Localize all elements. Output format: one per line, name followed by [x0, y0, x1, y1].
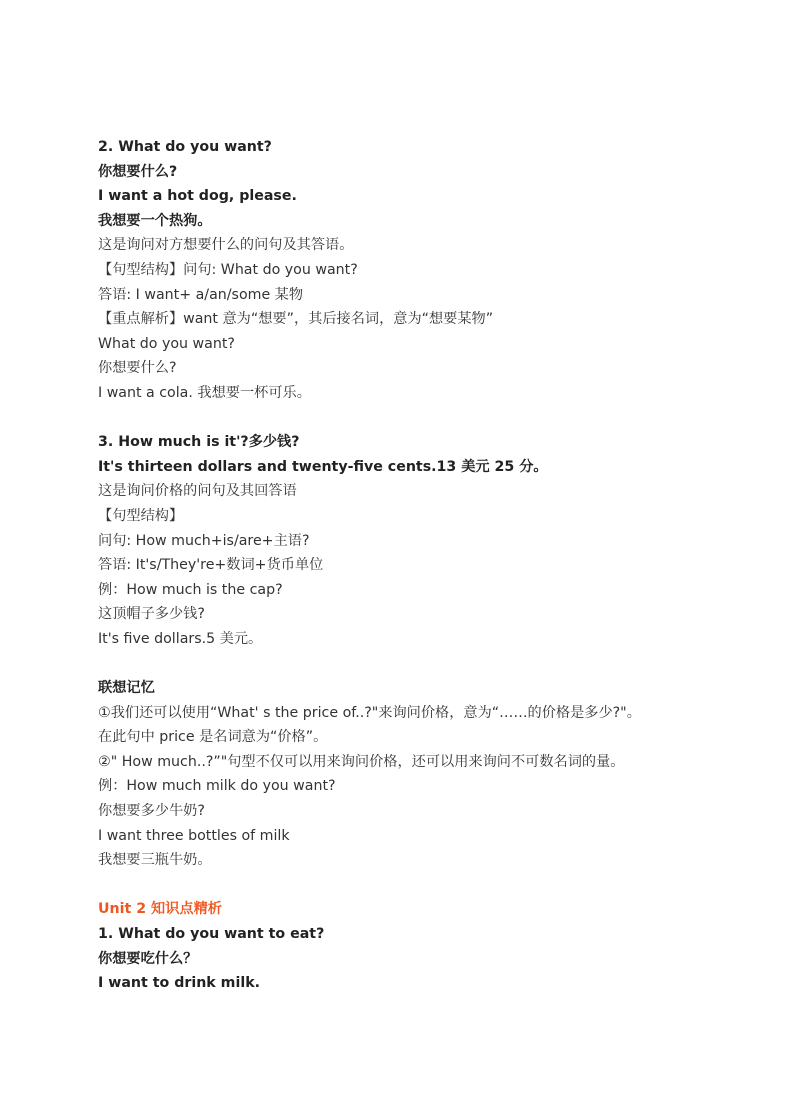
unit2-title: Unit 2 知识点精析 [98, 901, 222, 918]
price-line: 【句型结构】 [98, 507, 184, 524]
want-line: What do you want? [98, 335, 235, 352]
section-spacer [98, 873, 748, 898]
memory-line: I want three bottles of milk [98, 827, 290, 844]
price-line: 这顶帽子多少钱? [98, 606, 205, 623]
memory-heading: 联想记忆 [98, 680, 155, 697]
want-line: 这是询问对方想要什么的问句及其答语。 [98, 237, 354, 254]
price-line: 这是询问价格的问句及其回答语 [98, 483, 297, 500]
memory-line: ②" How much..?”"句型不仅可以用来询问价格，还可以用来询问不可数名词的量。 [98, 753, 625, 770]
price-line: 答语: It's/They're+数词+货币单位 [98, 557, 324, 574]
price-answer: It's thirteen dollars and twenty-five cents.13 美元 25 分。 [98, 458, 548, 475]
want-answer-cn: 我想要一个热狗。 [98, 212, 212, 229]
memory-line: 在此句中 price 是名词意为“价格”。 [98, 729, 328, 746]
unit2-answer: I want to drink milk. [98, 975, 261, 992]
want-line: 【重点解析】want 意为“想要”，其后接名词，意为“想要某物” [98, 311, 494, 328]
want-line: 【句型结构】问句: What do you want? [98, 261, 358, 278]
want-line: 你想要什么? [98, 360, 177, 377]
memory-line: 我想要三瓶牛奶。 [98, 852, 212, 869]
want-line: I want a cola. 我想要一杯可乐。 [98, 384, 311, 401]
unit2-heading: 1. What do you want to eat? [98, 926, 325, 942]
section-spacer [98, 406, 748, 431]
price-line: 问句: How much+is/are+主语? [98, 532, 310, 549]
price-line: It's five dollars.5 美元。 [98, 630, 263, 647]
memory-line: 例：How much milk do you want? [98, 778, 336, 795]
unit2-heading-cn: 你想要吃什么？ [98, 950, 198, 967]
memory-line: ①我们还可以使用“What' s the price of..?"来询问价格，意为“……的价格是多少?"。 [98, 704, 641, 721]
memory-line: 你想要多少牛奶? [98, 803, 205, 820]
price-heading: 3. How much is it'?多少钱? [98, 434, 300, 451]
want-heading-cn: 你想要什么? [98, 163, 178, 180]
price-line: 例：How much is the cap? [98, 581, 283, 598]
section-spacer [98, 651, 748, 676]
want-line: 答语: I want+ a/an/some 某物 [98, 286, 304, 303]
document-page [98, 135, 748, 996]
want-heading: 2. What do you want? [98, 139, 272, 155]
want-answer: I want a hot dog, please. [98, 188, 297, 205]
